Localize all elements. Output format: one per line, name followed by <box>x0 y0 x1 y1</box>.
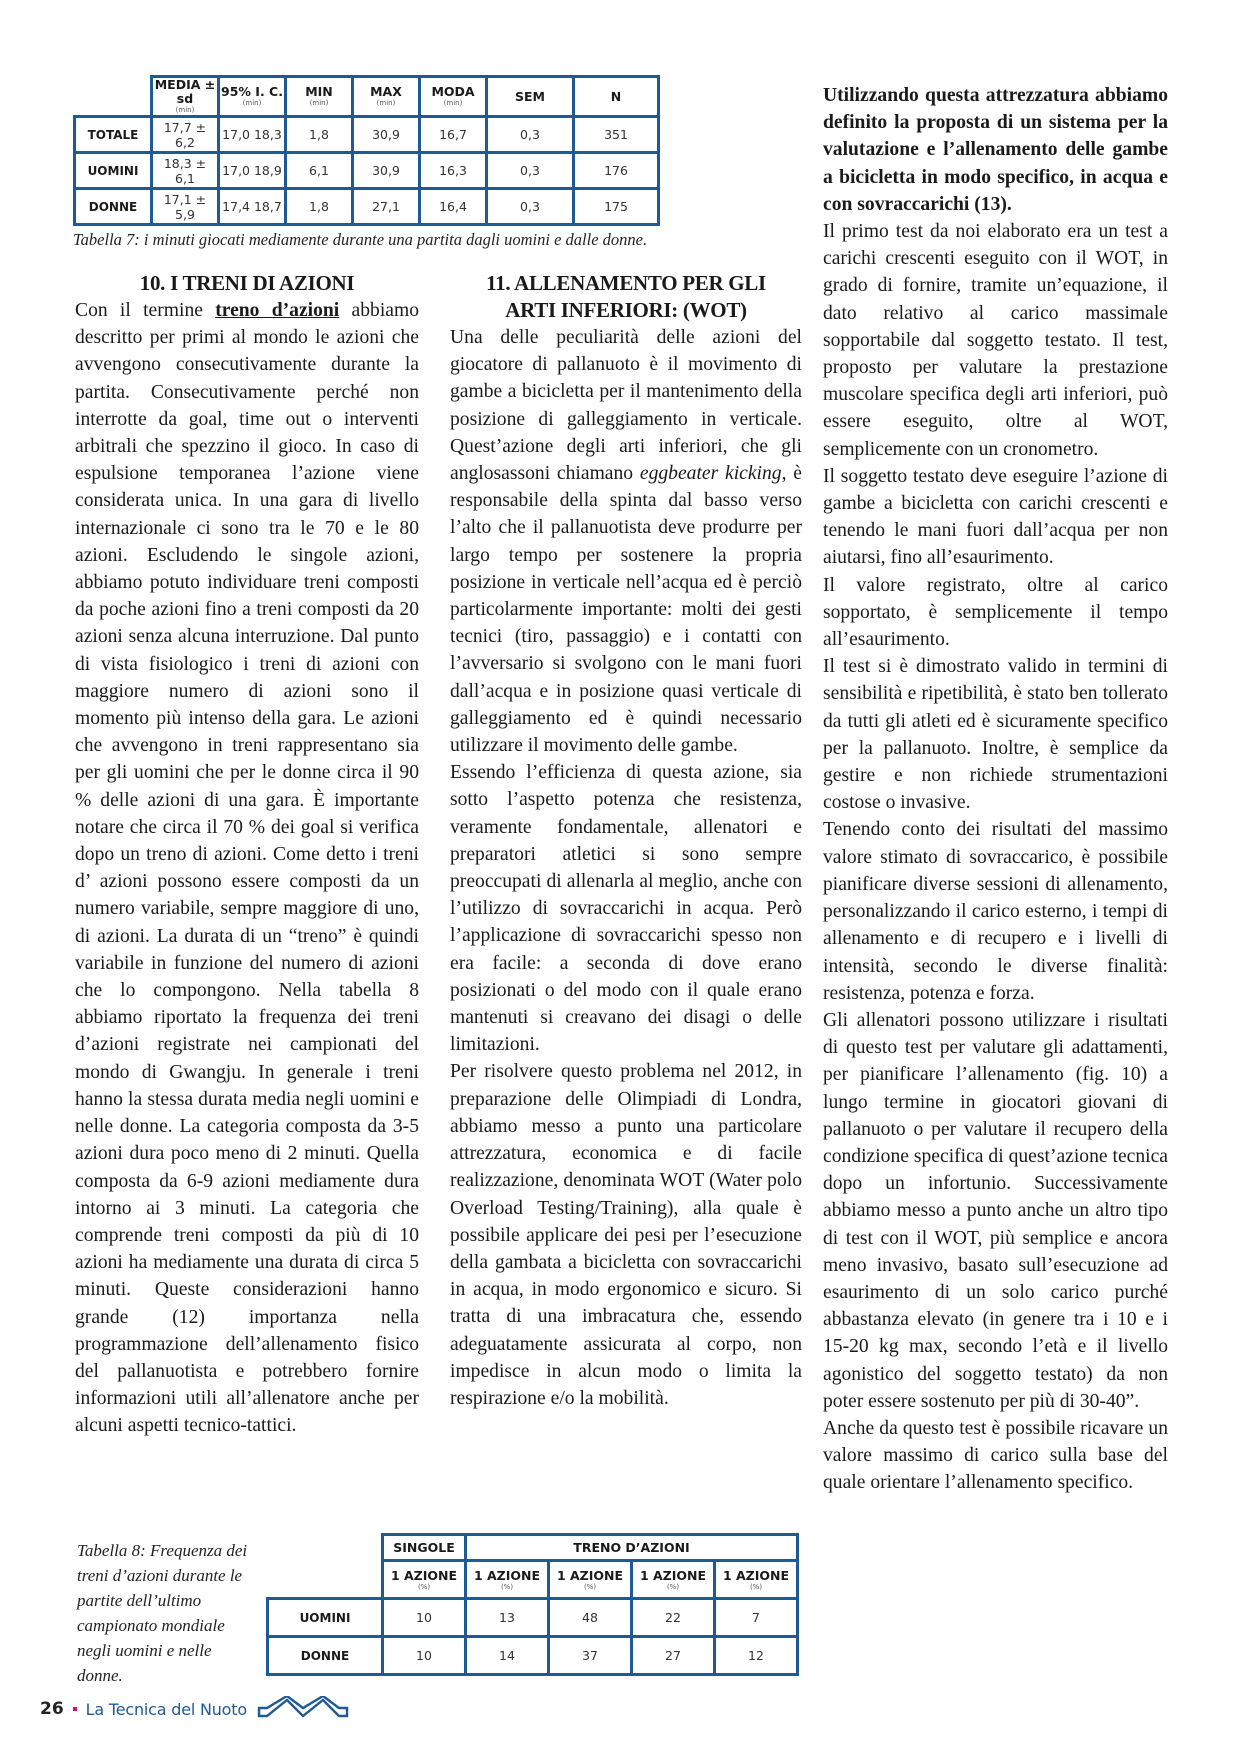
term-treno-d-azioni: treno d’azioni <box>215 300 340 321</box>
table-row <box>268 1637 798 1675</box>
table-cell: 176 <box>574 153 659 189</box>
table-cell: 6,1 <box>286 153 353 189</box>
column-header-label: 95% I. C. <box>221 84 283 99</box>
column-header-unit: (%) <box>417 1582 431 1591</box>
section-11-paragraph: Essendo l’efficienza di questa azione, sia sotto l’aspetto potenza che resistenza, veramente fondamentale, allenatori e preparatori atletici si sono sempre preoccupati di allenarla al meglio, anche con l’utilizzo di sovraccarichi in acqua. Però l’applicazione di sovraccarichi spesso non era facile: a seconda di dove erano posizionati o del modo con il quale erano mantenuti si creavano dei disagi o delle limitazioni. <box>450 762 802 1056</box>
column-header-unit: (min) <box>175 106 195 114</box>
table-cell: 10 <box>383 1599 466 1637</box>
wave-logo-icon <box>257 1696 349 1722</box>
table-cell: 18,3 ± 6,1 <box>152 153 219 189</box>
table-cell: 17,0 18,9 <box>219 153 286 189</box>
table-7 <box>73 75 660 226</box>
table-cell: 17,7 ± 6,2 <box>152 117 219 153</box>
column-header <box>420 77 487 117</box>
column-header-unit: (min) <box>309 99 329 107</box>
table-8 <box>266 1533 799 1676</box>
column-header <box>383 1561 466 1599</box>
table-cell: 0,3 <box>487 189 574 225</box>
table-cell: 0,3 <box>487 153 574 189</box>
section-11-title-line: ARTI INFERIORI: (WOT) <box>505 298 747 322</box>
table-cell: 27 <box>632 1637 715 1675</box>
table-cell: 27,1 <box>353 189 420 225</box>
table-cell: 16,4 <box>420 189 487 225</box>
column-header-label: MODA <box>431 84 475 99</box>
column-header <box>286 77 353 117</box>
section-11-paragraph: Per risolvere questo problema nel 2012, in preparazione delle Olimpiadi di Londra, abbiamo messo a punto una particolare attrezzatura, economica e di facile realizzazione, denominata WOT (Water polo Overload Testing/Training), alla quale è possibile applicare dei pesi per l’esecuzione della gambata a bicicletta con sovraccarichi in acqua, in modo ergonomico e sicuro. Si tratta di una imbracatura che, essendo adeguatamente assicurata al corpo, non impedisce in alcun modo o limita la respirazione e/o la mobilità. <box>450 1061 802 1409</box>
column-header-label: MIN <box>305 84 333 99</box>
column-section-11 <box>450 270 802 1412</box>
column-header-label: MEDIA ± sd <box>154 77 216 106</box>
table-cell: 30,9 <box>353 117 420 153</box>
column-header <box>152 77 219 117</box>
text-run: , è responsabile della spinta dal basso verso l’alto che il pallanuotista deve produrre per largo tempo per sostenere la propria posizione in verticale nell’acqua ed è perciò particolarmente importante: molti dei gesti tecnici (tiro, passaggio) e i contatti con l’avversario si svolgono con le mani fuori dall’acqua e in posizione quasi verticale di galleggiamento ed è quindi necessario utilizzare il movimento delle gambe. <box>450 463 802 757</box>
column-header <box>353 77 420 117</box>
section-10-title: 10. I TRENI DI AZIONI <box>139 271 355 295</box>
table-cell: 13 <box>466 1599 549 1637</box>
table-cell: 0,3 <box>487 117 574 153</box>
table-8-subheader-row <box>268 1561 798 1599</box>
table-corner <box>75 77 152 117</box>
table-corner <box>268 1535 383 1561</box>
column-header-unit: (min) <box>443 99 463 107</box>
table-8-group-header-row <box>268 1535 798 1561</box>
group-header-singole: SINGOLE <box>383 1535 466 1561</box>
text-run: Una delle peculiarità delle azioni del giocatore di pallanuoto è il movimento di gambe a bicicletta per il mantenimento della posizione di galleggiamento in verticale. Quest’azione degli arti inferiori, che gli anglosassoni chiamano <box>450 327 802 485</box>
table-cell: 22 <box>632 1599 715 1637</box>
column-header-unit: (min) <box>376 99 396 107</box>
section-11-title-line: 11. ALLENAMENTO PER GLI <box>486 271 766 295</box>
table-corner <box>268 1561 383 1599</box>
section-11-title <box>450 270 802 324</box>
column-header-unit: (%) <box>500 1582 514 1591</box>
column-header-unit: (%) <box>583 1582 597 1591</box>
column-header-label: MAX <box>370 84 402 99</box>
table-cell: 17,0 18,3 <box>219 117 286 153</box>
table-cell: 12 <box>715 1637 798 1675</box>
column-header <box>219 77 286 117</box>
table-row <box>75 189 659 225</box>
column-header-label: 1 AZIONE <box>722 1567 790 1583</box>
column-header-label: SEM <box>515 88 545 104</box>
column-header-label: 1 AZIONE <box>556 1567 624 1583</box>
table-cell: 16,3 <box>420 153 487 189</box>
table-row <box>268 1599 798 1637</box>
body-paragraph: Gli allenatori possono utilizzare i risultati di questo test per valutare gli adattamenti, per pianificare l’allenamento (fig. 10) a lungo termine in giocatori giovani di pallanuoto o per valutare il recupero della condizione specifica di quest’azione tecnica dopo un infortunio. Successivamente abbiamo messo a punto anche un altro tipo di test con il WOT, più semplice e ancora meno invasivo, basato sull’esecuzione ad esaurimento di un solo carico purché abbastanza elevato (in genere tra i 10 e i 15-20 kg max, secondo l’età e il livello agonistico del soggetto testato) da non poter essere sostenuto per più di 30-40”. <box>823 1009 1168 1412</box>
table-cell: 175 <box>574 189 659 225</box>
row-header: UOMINI <box>268 1599 383 1637</box>
table-8-caption: Tabella 8: Frequenza dei treni d’azioni durante le partite dell’ultimo campionato mondiale negli uomini e nelle donne. <box>77 1541 248 1685</box>
table-cell: 17,1 ± 5,9 <box>152 189 219 225</box>
table-cell: 17,4 18,7 <box>219 189 286 225</box>
body-paragraph: Tenendo conto dei risultati del massimo valore stimato di sovraccarico, è possibile pianificare diverse sessioni di allenamento, personalizzando il carico esterno, i tempi di allenamento e di recupero e i livelli di intensità, secondo le diverse finalità: resistenza, potenza e forza. <box>823 819 1168 1004</box>
magazine-name: La Tecnica del Nuoto <box>85 1699 247 1719</box>
table-cell: 16,7 <box>420 117 487 153</box>
column-header <box>487 77 574 117</box>
table-cell: 14 <box>466 1637 549 1675</box>
text-run: Con il termine <box>75 300 216 321</box>
table-row <box>75 153 659 189</box>
body-paragraph: Il valore registrato, oltre al carico sopportato, è semplicemente il tempo all’esaurimento. <box>823 574 1168 651</box>
column-header <box>466 1561 549 1599</box>
body-paragraph: Il primo test da noi elaborato era un test a carichi crescenti eseguito con il WOT, in grado di fornire, tramite un’equazione, il dato relativo al carico massimale sopportabile dal soggetto testato. Il test, proposto per valutare la prestazione muscolare specifica degli arti inferiori, può essere eseguito, oltre al WOT, semplicemente con un cronometro. <box>823 221 1168 460</box>
row-header: UOMINI <box>75 153 152 189</box>
column-header-label: 1 AZIONE <box>473 1567 541 1583</box>
column-header <box>632 1561 715 1599</box>
page-footer <box>40 1696 349 1722</box>
table-cell: 10 <box>383 1637 466 1675</box>
table-cell: 351 <box>574 117 659 153</box>
body-paragraph: Il soggetto testato deve eseguire l’azione di gambe a bicicletta con carichi crescenti e tenendo le mani fuori dall’acqua per non aiutarsi, fino all’esaurimento. <box>823 465 1168 569</box>
column-header-unit: (min) <box>242 99 262 107</box>
column-3 <box>823 82 1168 1497</box>
column-header <box>715 1561 798 1599</box>
text-run: abbiamo descritto per primi al mondo le azioni che avvengono consecutivamente durante la partita. Consecutivamente perché non interrotte da goal, time out o interventi arbitrali che spezzino il gioco. In caso di espulsione temporanea l’azione viene considerata unica. In una gara di livello internazionale ci sono tra le 70 e le 80 azioni. Escludendo le singole azioni, abbiamo potuto individuare treni composti da poche azioni fino a treni composti da 20 azioni senza alcuna interruzione. Dal punto di vista fisiologico i treni di azioni con maggiore numero di azioni sono il momento più intenso della gara. Le azioni che avvengono in treni rappresentano sia per gli uomini che per le donne circa il 90 % delle azioni di una gara. È importante notare che circa il 70 % dei goal si verifica dopo un treno di azioni. Come detto i treni d’ azioni possono essere composti da un numero variabile, sempre maggiore di uno, di azioni. La durata di un “treno” è quindi variabile in funzione del numero di azioni che lo compongono. Nella tabella 8 abbiamo riportato la frequenza dei treni d’azioni registrate nei campionati del mondo di Gwangju. In generale i treni hanno la stessa durata media negli uomini e nelle donne. La categoria composta da 3-5 azioni dura poco meno di 2 minuti. Quella composta da 6-9 azioni mediamente dura intorno ai 3 minuti. La categoria che comprende treni composti da più di 10 azioni ha mediamente una durata di circa 5 minuti. Queste considerazioni hanno grande (12) importanza nella programmazione dell’allenamento fisico del pallanuotista e potrebbero fornire informazioni utili all’allenatore anche per alcuni aspetti tecnico-tattici. <box>75 300 419 1437</box>
table-row <box>75 117 659 153</box>
column-header-label: 1 AZIONE <box>639 1567 707 1583</box>
column-section-10 <box>75 270 419 1440</box>
column-header-unit: (%) <box>749 1582 763 1591</box>
table-7-caption: Tabella 7: i minuti giocati mediamente durante una partita dagli uomini e dalle donne. <box>73 230 648 249</box>
table-cell: 7 <box>715 1599 798 1637</box>
page-number: 26 <box>40 1699 64 1719</box>
table-cell: 48 <box>549 1599 632 1637</box>
lead-paragraph: Utilizzando questa attrezzatura abbiamo definito la proposta di un sistema per la valutazione e l’allenamento delle gambe a bicicletta in modo specifico, in acqua e con sovraccarichi (13). <box>823 85 1168 215</box>
table-7-header-row <box>75 77 659 117</box>
row-header: DONNE <box>75 189 152 225</box>
table-cell: 37 <box>549 1637 632 1675</box>
section-10-paragraph <box>75 297 419 1440</box>
column-header <box>574 77 659 117</box>
column-header-label: 1 AZIONE <box>390 1567 458 1583</box>
table-cell: 1,8 <box>286 189 353 225</box>
body-paragraph: Anche da questo test è possibile ricavare un valore massimo di carico sulla base del quale orientare l’allenamento specifico. <box>823 1417 1168 1494</box>
table-cell: 30,9 <box>353 153 420 189</box>
term-eggbeater-kicking: eggbeater kicking <box>639 463 782 485</box>
column-header-label: N <box>610 88 622 104</box>
row-header: TOTALE <box>75 117 152 153</box>
separator-dot <box>73 1707 77 1711</box>
column-header-unit: (%) <box>666 1582 680 1591</box>
row-header: DONNE <box>268 1637 383 1675</box>
section-11-paragraph <box>450 324 802 759</box>
column-header <box>549 1561 632 1599</box>
table-cell: 1,8 <box>286 117 353 153</box>
group-header-treno: TRENO D’AZIONI <box>466 1535 798 1561</box>
body-paragraph: Il test si è dimostrato valido in termini di sensibilità e ripetibilità, è stato ben tollerato da tutti gli atleti ed è sicuramente specifico per la pallanuoto. Inoltre, è semplice da gestire e non richiede strumentazioni costose o invasive. <box>823 656 1168 814</box>
